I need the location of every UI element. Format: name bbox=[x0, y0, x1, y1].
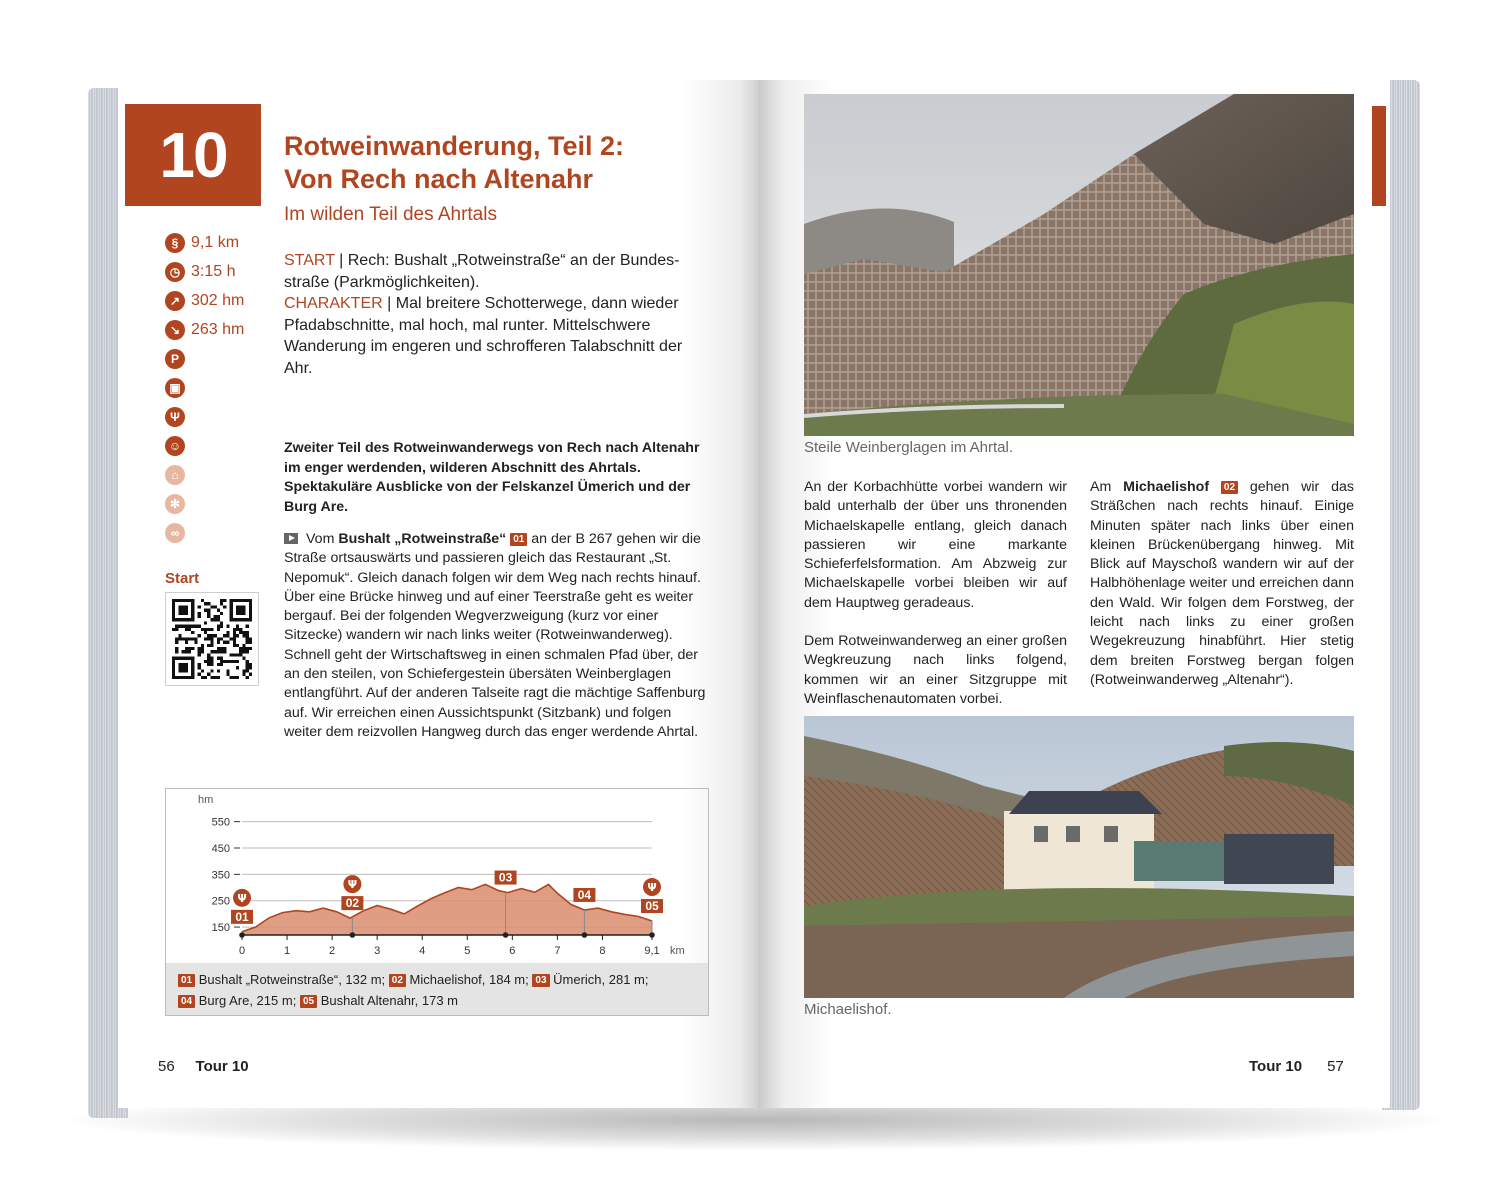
legend-marker-03: 03 bbox=[532, 974, 549, 987]
qr-module bbox=[223, 647, 226, 650]
legend-marker-02: 02 bbox=[389, 974, 406, 987]
x-tick-label-0: 0 bbox=[238, 945, 246, 957]
qr-module bbox=[198, 673, 201, 676]
qr-module bbox=[246, 641, 249, 644]
qr-module bbox=[204, 660, 207, 663]
right-col2-pre: Am bbox=[1090, 479, 1124, 495]
qr-module bbox=[207, 657, 210, 660]
restaurant-glyph: Ψ bbox=[647, 881, 657, 895]
qr-module bbox=[236, 625, 239, 628]
qr-module bbox=[246, 625, 249, 628]
y-axis-label: hm bbox=[198, 794, 214, 806]
qr-module bbox=[207, 615, 210, 618]
qr-module bbox=[223, 660, 226, 663]
elevation-profile bbox=[165, 788, 709, 1016]
qr-module bbox=[223, 641, 226, 644]
qr-module bbox=[207, 602, 210, 605]
qr-module bbox=[242, 631, 245, 634]
x-tick-label-8: 8 bbox=[599, 945, 606, 957]
start-label: Start bbox=[165, 570, 200, 587]
caption-photo-2: Michaelishof. bbox=[804, 1001, 892, 1018]
right-col2-post: gehen wir das Sträßchen nach rechts hinauf. Einige Minuten später nach links über einen kleinen Brückenübergang hinweg. Mit Blick auf Mayschoß wandern wir auf der Halbhöhenlage weiter und erreichen dann den Wald. Wir folgen dem Forstweg, der leicht nach links zu einer großen Wegekreuzung hinabführt. Hier stetig dem breiten Forstweg bergan folgen (Rotweinwanderweg „Altenahr“). bbox=[1090, 479, 1354, 688]
right-column-2 bbox=[1090, 478, 1354, 690]
lead-paragraph: Zweiter Teil des Rotweinwanderwegs von Rech nach Altenahr im enger werdenden, wilderen Abschnitt des Ahrtals. Spektakuläre Ausblicke von der Felskanzel Ümerich und der Burg Are. bbox=[284, 440, 700, 515]
qr-module bbox=[236, 634, 239, 637]
qr-module bbox=[182, 637, 185, 640]
qr-module bbox=[185, 641, 188, 644]
stat-duration-value: 3:15 h bbox=[191, 262, 236, 280]
qr-module bbox=[201, 644, 204, 647]
qr-module bbox=[233, 676, 236, 679]
qr-module bbox=[191, 647, 194, 650]
qr-module bbox=[178, 625, 181, 628]
qr-module bbox=[207, 609, 210, 612]
qr-module bbox=[242, 634, 245, 637]
qr-module bbox=[207, 628, 210, 631]
body-post: an der B 267 gehen wir die Straße ortsauswärts und passieren gleich das Restaurant „St. Nepomuk“. Gleich danach folgen wir dem Weg nach rechts hinauf. Über eine Brücke hinweg und auf einer Teerstraße geht es weiter bergauf. Bei der folgenden Wegverzweigung (kurz vor einer Sitzecke) wandern wir nach links weiter (Rotweinwanderweg). Schnell geht der Wirtschaftsweg in einen schmalen Pfad über, der an den steilen, von Schiefergestein übersäten Weinberglagen entlangführt. Auf der anderen Talseite ragt die mächtige Saffenburg auf. Wir erreichen einen Aussichtspunkt (Sitzbank) und folgen weiter dem reizvollen Hangweg durch das enger werdende Ahrtal. bbox=[284, 531, 706, 740]
qr-module bbox=[249, 673, 252, 676]
qr-module bbox=[233, 631, 236, 634]
qr-module bbox=[242, 657, 245, 660]
feature-bus bbox=[165, 373, 265, 402]
x-tick-label-6: 6 bbox=[509, 945, 516, 957]
qr-module bbox=[175, 641, 178, 644]
qr-module bbox=[226, 673, 229, 676]
y-tick-label-550: 550 bbox=[211, 816, 230, 829]
page-number-left: 56 bbox=[158, 1058, 175, 1075]
qr-module bbox=[198, 653, 201, 656]
qr-module bbox=[210, 641, 213, 644]
clock-icon: ◷ bbox=[165, 262, 185, 282]
qr-module bbox=[214, 676, 217, 679]
stat-duration bbox=[165, 257, 265, 286]
qr-module bbox=[249, 663, 252, 666]
x-tick-label-1: 1 bbox=[283, 945, 291, 957]
qr-module bbox=[230, 653, 233, 656]
qr-module bbox=[210, 634, 213, 637]
qr-module bbox=[207, 653, 210, 656]
qr-module bbox=[230, 660, 233, 663]
qr-module bbox=[236, 644, 239, 647]
qr-module bbox=[175, 647, 178, 650]
caption-photo-1: Steile Weinberglagen im Ahrtal. bbox=[804, 439, 1014, 456]
qr-module bbox=[210, 637, 213, 640]
qr-module bbox=[214, 634, 217, 637]
legend-text-01: Bushalt „Rotweinstraße“, 132 m; bbox=[198, 972, 386, 987]
qr-module bbox=[246, 676, 249, 679]
qr-module bbox=[185, 647, 188, 650]
qr-module bbox=[198, 663, 201, 666]
qr-module bbox=[246, 634, 249, 637]
bus-icon: ▣ bbox=[165, 378, 185, 398]
stat-distance-value: 9,1 km bbox=[191, 233, 240, 251]
parking-icon: P bbox=[165, 349, 185, 369]
qr-module bbox=[223, 605, 226, 608]
qr-module bbox=[233, 628, 236, 631]
qr-code-pattern bbox=[172, 599, 252, 679]
page-edge-tab bbox=[1372, 106, 1386, 206]
qr-module bbox=[204, 631, 207, 634]
qr-module bbox=[239, 628, 242, 631]
waypoint-label-01: 01 bbox=[235, 909, 249, 924]
feature-cable-car bbox=[165, 460, 265, 489]
restaurant-icon: Ψ bbox=[165, 407, 185, 427]
qr-module bbox=[226, 625, 229, 628]
descent-icon: ↘ bbox=[165, 320, 185, 340]
qr-module bbox=[217, 625, 220, 628]
qr-module bbox=[201, 628, 204, 631]
qr-module bbox=[217, 615, 220, 618]
qr-module bbox=[217, 650, 220, 653]
qr-module bbox=[220, 602, 223, 605]
legend-text-03: Ümerich, 281 m; bbox=[553, 972, 649, 987]
character-text: | Mal breitere Schotterwege, dann wieder Pfadabschnitte, mal hoch, mal runter. Mittelschwere Wanderung im engeren und schrofferen Talabschnitt der Ahr. bbox=[284, 295, 683, 377]
qr-module bbox=[175, 637, 178, 640]
qr-module bbox=[210, 657, 213, 660]
qr-module bbox=[194, 637, 197, 640]
stat-descent bbox=[165, 315, 265, 344]
cable-car-icon: ⌂ bbox=[165, 465, 185, 485]
qr-module bbox=[175, 650, 178, 653]
qr-module bbox=[204, 602, 207, 605]
qr-module bbox=[249, 637, 252, 640]
qr-module bbox=[233, 637, 236, 640]
qr-module bbox=[239, 653, 242, 656]
qr-module bbox=[188, 628, 191, 631]
qr-module bbox=[220, 650, 223, 653]
qr-module bbox=[220, 657, 223, 660]
qr-module bbox=[239, 631, 242, 634]
waypoint-label-03: 03 bbox=[498, 870, 513, 885]
waypoint-label-04: 04 bbox=[577, 887, 592, 902]
tour-number-box bbox=[125, 104, 261, 206]
waypoint-dot-05 bbox=[649, 932, 655, 938]
intro-text bbox=[284, 250, 710, 379]
qr-module bbox=[175, 628, 178, 631]
legend-text-04: Burg Are, 215 m; bbox=[198, 993, 297, 1008]
qr-finder-tl-core bbox=[178, 605, 188, 615]
kids-icon: ☺ bbox=[165, 436, 185, 456]
qr-module bbox=[246, 650, 249, 653]
character-key: CHARAKTER bbox=[284, 295, 383, 312]
qr-module bbox=[236, 653, 239, 656]
elevation-chart bbox=[166, 789, 708, 963]
stat-distance bbox=[165, 228, 265, 257]
qr-module bbox=[249, 641, 252, 644]
feature-kids bbox=[165, 431, 265, 460]
qr-module bbox=[210, 650, 213, 653]
qr-module bbox=[188, 650, 191, 653]
y-tick-label-450: 450 bbox=[211, 843, 230, 855]
qr-module bbox=[217, 663, 220, 666]
photo-vineyards bbox=[804, 94, 1354, 436]
running-head-right: Tour 10 bbox=[1249, 1058, 1303, 1075]
qr-module bbox=[210, 663, 213, 666]
qr-module bbox=[220, 625, 223, 628]
legend-text-02: Michaelishof, 184 m; bbox=[409, 972, 529, 987]
page-footer-left bbox=[158, 1058, 249, 1075]
qr-module bbox=[191, 637, 194, 640]
qr-module bbox=[198, 605, 201, 608]
qr-module bbox=[236, 676, 239, 679]
qr-module bbox=[233, 644, 236, 647]
qr-module bbox=[242, 673, 245, 676]
qr-module bbox=[198, 666, 201, 669]
x-tick-label-3: 3 bbox=[374, 945, 381, 957]
qr-module bbox=[217, 618, 220, 621]
qr-module bbox=[191, 625, 194, 628]
qr-module bbox=[204, 628, 207, 631]
y-tick-label-150: 150 bbox=[211, 922, 230, 935]
qr-module bbox=[198, 612, 201, 615]
x-tick-label-7: 7 bbox=[554, 945, 561, 957]
qr-module bbox=[201, 647, 204, 650]
legend-marker-05: 05 bbox=[300, 995, 317, 1008]
stat-ascent bbox=[165, 286, 265, 315]
qr-module bbox=[182, 650, 185, 653]
tour-stats bbox=[165, 228, 265, 547]
page-number-right: 57 bbox=[1327, 1058, 1344, 1075]
qr-module bbox=[246, 631, 249, 634]
qr-module bbox=[220, 599, 223, 602]
qr-module bbox=[201, 669, 204, 672]
page-footer-right bbox=[1249, 1058, 1344, 1075]
running-head-left: Tour 10 bbox=[195, 1058, 249, 1075]
qr-module bbox=[198, 625, 201, 628]
qr-module bbox=[204, 676, 207, 679]
qr-module bbox=[230, 637, 233, 640]
qr-module bbox=[230, 676, 233, 679]
qr-module bbox=[223, 599, 226, 602]
feature-winter bbox=[165, 489, 265, 518]
waypoint-label-05: 05 bbox=[645, 899, 659, 914]
feature-restaurant bbox=[165, 402, 265, 431]
qr-module bbox=[249, 647, 252, 650]
qr-module bbox=[226, 641, 229, 644]
qr-finder-bl-core bbox=[178, 663, 188, 673]
stat-descent-value: 263 hm bbox=[191, 320, 245, 338]
tour-title-line1: Rotweinwanderung, Teil 2: bbox=[284, 131, 625, 161]
qr-module bbox=[242, 647, 245, 650]
qr-module bbox=[210, 618, 213, 621]
waypoint-marker-02: 02 bbox=[1221, 481, 1238, 494]
qr-module bbox=[175, 625, 178, 628]
waypoint-label-02: 02 bbox=[345, 896, 360, 911]
qr-module bbox=[236, 628, 239, 631]
qr-module bbox=[204, 637, 207, 640]
qr-module bbox=[182, 625, 185, 628]
waypoint-marker-01: 01 bbox=[510, 533, 527, 546]
qr-module bbox=[185, 637, 188, 640]
qr-module bbox=[217, 637, 220, 640]
qr-module bbox=[220, 647, 223, 650]
x-tick-label-4: 4 bbox=[419, 945, 426, 957]
body-bold: Bushalt „Rotweinstraße“ bbox=[338, 531, 507, 547]
qr-module bbox=[201, 676, 204, 679]
feature-bike bbox=[165, 518, 265, 547]
qr-module bbox=[207, 637, 210, 640]
qr-module bbox=[198, 650, 201, 653]
bike-icon: ∞ bbox=[165, 523, 185, 543]
qr-module bbox=[207, 612, 210, 615]
qr-module bbox=[201, 599, 204, 602]
qr-module bbox=[246, 669, 249, 672]
qr-module bbox=[194, 625, 197, 628]
qr-module bbox=[239, 650, 242, 653]
legend-text-05: Bushalt Altenahr, 173 m bbox=[320, 993, 458, 1008]
qr-module bbox=[223, 634, 226, 637]
qr-module bbox=[185, 625, 188, 628]
qr-module bbox=[246, 663, 249, 666]
waypoint-dot-03 bbox=[503, 932, 509, 938]
waypoint-dot-01 bbox=[239, 932, 245, 938]
qr-module bbox=[233, 634, 236, 637]
qr-module bbox=[185, 650, 188, 653]
qr-code[interactable] bbox=[165, 592, 259, 686]
qr-module bbox=[217, 609, 220, 612]
qr-module bbox=[246, 647, 249, 650]
qr-module bbox=[239, 647, 242, 650]
qr-module bbox=[210, 660, 213, 663]
michaelishof-photo bbox=[804, 716, 1354, 998]
tour-title-line2: Von Rech nach Altenahr bbox=[284, 164, 594, 194]
y-tick-label-250: 250 bbox=[211, 895, 230, 908]
qr-module bbox=[217, 641, 220, 644]
qr-module bbox=[226, 634, 229, 637]
qr-module bbox=[220, 612, 223, 615]
qr-module bbox=[236, 666, 239, 669]
qr-module bbox=[194, 641, 197, 644]
qr-module bbox=[233, 653, 236, 656]
x-tick-label-9,1: 9,1 bbox=[644, 945, 660, 957]
qr-module bbox=[217, 647, 220, 650]
qr-module bbox=[242, 644, 245, 647]
qr-module bbox=[246, 660, 249, 663]
restaurant-glyph: Ψ bbox=[237, 891, 247, 905]
qr-module bbox=[204, 621, 207, 624]
x-tick-label-2: 2 bbox=[329, 945, 336, 957]
qr-module bbox=[185, 628, 188, 631]
qr-module bbox=[210, 644, 213, 647]
qr-module bbox=[207, 634, 210, 637]
qr-module bbox=[220, 663, 223, 666]
qr-module bbox=[233, 641, 236, 644]
qr-module bbox=[207, 663, 210, 666]
qr-module bbox=[198, 647, 201, 650]
qr-module bbox=[207, 673, 210, 676]
right-column-1 bbox=[804, 478, 1067, 709]
body-paragraph bbox=[284, 530, 710, 742]
qr-module bbox=[210, 669, 213, 672]
ascent-icon: ↗ bbox=[165, 291, 185, 311]
qr-module bbox=[214, 650, 217, 653]
qr-module bbox=[207, 660, 210, 663]
qr-module bbox=[198, 615, 201, 618]
photo-michaelishof bbox=[804, 716, 1354, 998]
qr-module bbox=[226, 631, 229, 634]
qr-module bbox=[178, 634, 181, 637]
waypoint-dot-02 bbox=[350, 932, 356, 938]
qr-module bbox=[217, 657, 220, 660]
qr-module bbox=[191, 631, 194, 634]
legend-marker-01: 01 bbox=[178, 974, 195, 987]
tour-subtitle: Im wilden Teil des Ahrtals bbox=[284, 204, 497, 225]
qr-module bbox=[172, 628, 175, 631]
qr-module bbox=[246, 666, 249, 669]
feature-parking bbox=[165, 344, 265, 373]
qr-module bbox=[233, 660, 236, 663]
legend-marker-04: 04 bbox=[178, 995, 195, 1008]
waypoint-dot-04 bbox=[582, 932, 588, 938]
y-tick-label-350: 350 bbox=[211, 869, 230, 882]
qr-module bbox=[188, 625, 191, 628]
qr-module bbox=[220, 660, 223, 663]
qr-module bbox=[210, 628, 213, 631]
qr-module bbox=[242, 669, 245, 672]
qr-module bbox=[223, 650, 226, 653]
winter-icon: ✻ bbox=[165, 494, 185, 514]
qr-module bbox=[201, 650, 204, 653]
qr-module bbox=[178, 637, 181, 640]
x-tick-label-5: 5 bbox=[464, 945, 471, 957]
qr-module bbox=[217, 676, 220, 679]
qr-module bbox=[226, 669, 229, 672]
qr-module bbox=[188, 637, 191, 640]
restaurant-glyph: Ψ bbox=[347, 878, 358, 892]
right-col1-para1: An der Korbachhütte vorbei wandern wir bald unterhalb der über uns thronenden Michaelskapelle entlang, gleich danach passieren wir eine markante Schieferfelsformation. Am Abzweig zur Michaelskapelle vorbei bleiben wir auf dem Hauptweg geradeaus. bbox=[804, 479, 1067, 611]
body-pre: Vom bbox=[306, 531, 339, 547]
qr-module bbox=[198, 634, 201, 637]
qr-module bbox=[214, 615, 217, 618]
qr-module bbox=[217, 628, 220, 631]
start-text: | Rech: Bushalt „Rotweinstraße“ an der Bundes-straße (Parkmöglichkeiten). bbox=[284, 252, 680, 291]
qr-module bbox=[210, 605, 213, 608]
qr-module bbox=[204, 609, 207, 612]
tour-number: 10 bbox=[159, 119, 227, 191]
stat-ascent-value: 302 hm bbox=[191, 291, 245, 309]
qr-module bbox=[214, 605, 217, 608]
waypoint-legend bbox=[166, 963, 708, 1015]
x-axis-label: km bbox=[670, 945, 685, 957]
right-col2-bold: Michaelishof bbox=[1123, 479, 1210, 495]
qr-module bbox=[217, 669, 220, 672]
qr-module bbox=[226, 660, 229, 663]
qr-module bbox=[242, 650, 245, 653]
vineyard-photo bbox=[804, 94, 1354, 436]
qr-finder-tr-core bbox=[236, 605, 246, 615]
start-key: START bbox=[284, 252, 335, 269]
qr-module bbox=[220, 621, 223, 624]
qr-module bbox=[249, 666, 252, 669]
qr-module bbox=[210, 676, 213, 679]
play-icon bbox=[284, 533, 298, 544]
qr-module bbox=[246, 637, 249, 640]
qr-module bbox=[207, 644, 210, 647]
qr-module bbox=[220, 637, 223, 640]
tour-title bbox=[284, 130, 724, 196]
qr-module bbox=[236, 660, 239, 663]
qr-module bbox=[214, 618, 217, 621]
right-col1-para2: Dem Rotweinwanderweg an einer großen Wegkreuzung nach links folgend, kommen wir an einer Sitzgruppe mit Weinflaschenautomaten vorbei. bbox=[804, 633, 1067, 707]
qr-module bbox=[188, 647, 191, 650]
distance-icon: § bbox=[165, 233, 185, 253]
